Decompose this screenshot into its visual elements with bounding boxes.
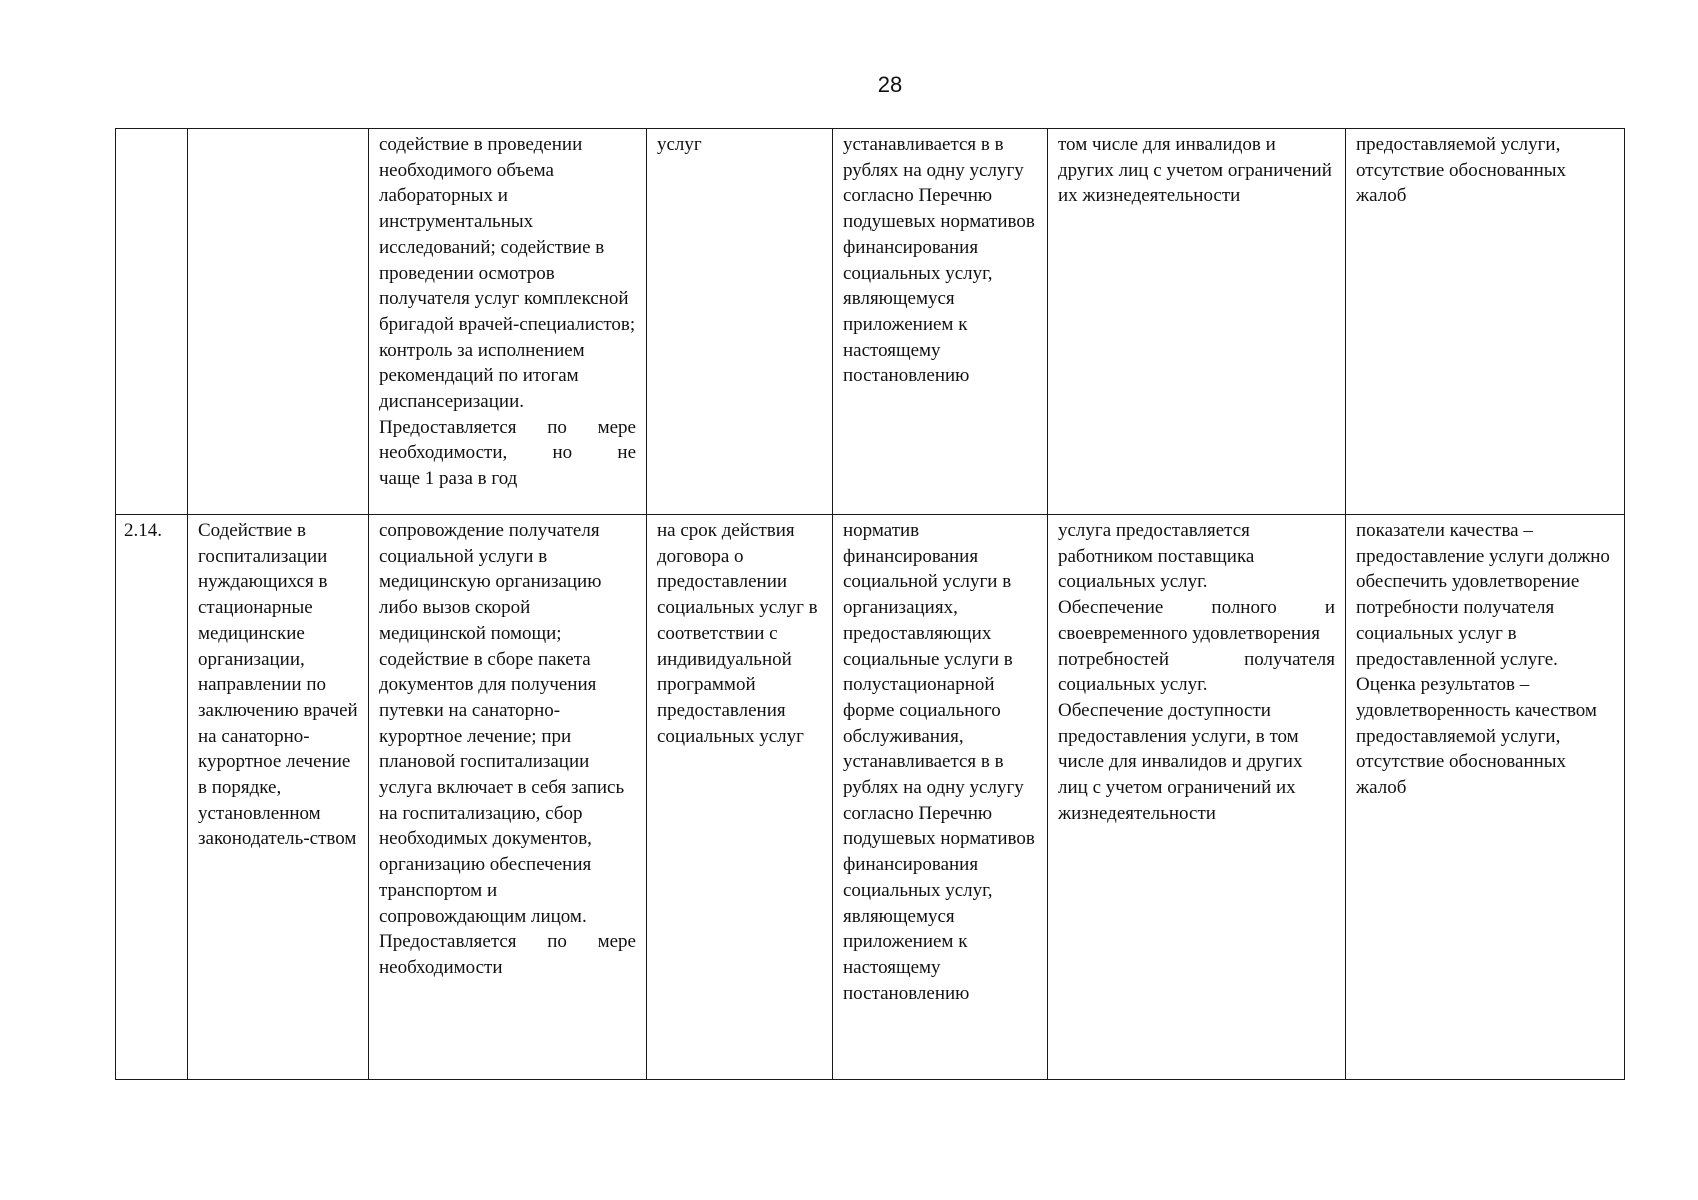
service-description-cell [369, 129, 647, 515]
conditions-paragraph: том числе для инвалидов и других лиц с учетом ограничений их жизнедеятельности [1058, 134, 1332, 207]
conditions-paragraph: социальных услуг. [1058, 674, 1208, 696]
conditions-paragraph: Обеспечение доступности предоставления услуги, в том числе для инвалидов и других лиц с учетом ограничений их жизнедеятельности [1058, 699, 1303, 824]
service-term-cell: на срок действия договора о предоставлении социальных услуг в соответствии с индивидуальной программой предоставления социальных услуг [647, 515, 833, 1080]
row-number-cell [116, 129, 188, 515]
conditions-paragraph: своевременного удовлетворения [1058, 622, 1320, 644]
quality-indicators-cell: показатели качества – предоставление услуги должно обеспечить удовлетворение потребности получателя социальных услуг в предоставленной услуге. Оценка результатов – удовлетворенность качеством предоставляемой услуги, отсутствие обоснованных жалоб [1346, 515, 1625, 1080]
funding-norm-cell: норматив финансирования социальной услуги в организациях, предоставляющих социальные услуги в полустационарной форме социального обслуживания, устанавливается в в рублях на одну услугу согласно Перечню подушевых нормативов финансирования социальных услуг, являющемуся приложением к настоящему постановлению [833, 515, 1048, 1080]
service-conditions-cell [1048, 515, 1346, 1080]
description-paragraph: Предоставляется по мере [379, 931, 636, 953]
services-table [115, 128, 1625, 1080]
page-number: 28 [877, 72, 903, 97]
table-row [116, 129, 1625, 515]
description-paragraph: Предоставляется по мере необходимости, но не [379, 416, 636, 464]
description-paragraph: содействие в проведении необходимого объема лабораторных и инструментальных исследований; содействие в проведении осмотров получателя услуг комплексной бригадой врачей-специалистов; контроль за исполнением рекомендаций по итогам диспансеризации. [379, 134, 636, 413]
funding-norm-cell: устанавливается в в рублях на одну услугу согласно Перечню подушевых нормативов финансирования социальных услуг, являющемуся приложением к настоящему постановлению [833, 129, 1048, 515]
service-name-cell [188, 129, 369, 515]
row-number-cell: 2.14. [116, 515, 188, 1080]
description-paragraph: чаще 1 раза в год [379, 468, 518, 490]
conditions-paragraph: потребностей получателя [1058, 648, 1335, 670]
quality-indicators-cell: предоставляемой услуги, отсутствие обоснованных жалоб [1346, 129, 1625, 515]
service-conditions-cell [1048, 129, 1346, 515]
service-term-cell: услуг [647, 129, 833, 515]
description-paragraph: необходимости [379, 956, 503, 978]
service-description-cell [369, 515, 647, 1080]
description-paragraph: сопровождение получателя социальной услуги в медицинскую организацию либо вызов скорой медицинской помощи; содействие в сборе пакета документов для получения путевки на санаторно-курортное лечение; при плановой госпитализации услуга включает в себя запись на госпитализацию, сбор необходимых документов, организацию обеспечения транспортом и сопровождающим лицом. [379, 520, 625, 927]
table-row [116, 515, 1625, 1080]
conditions-paragraph: услуга предоставляется работником поставщика социальных услуг. [1058, 520, 1255, 593]
service-name-cell: Содействие в госпитализации нуждающихся в стационарные медицинские организации, направлении по заключению врачей на санаторно-курортное лечение в порядке, установленном законодатель-ством [188, 515, 369, 1080]
conditions-paragraph: Обеспечение полного и [1058, 597, 1335, 619]
